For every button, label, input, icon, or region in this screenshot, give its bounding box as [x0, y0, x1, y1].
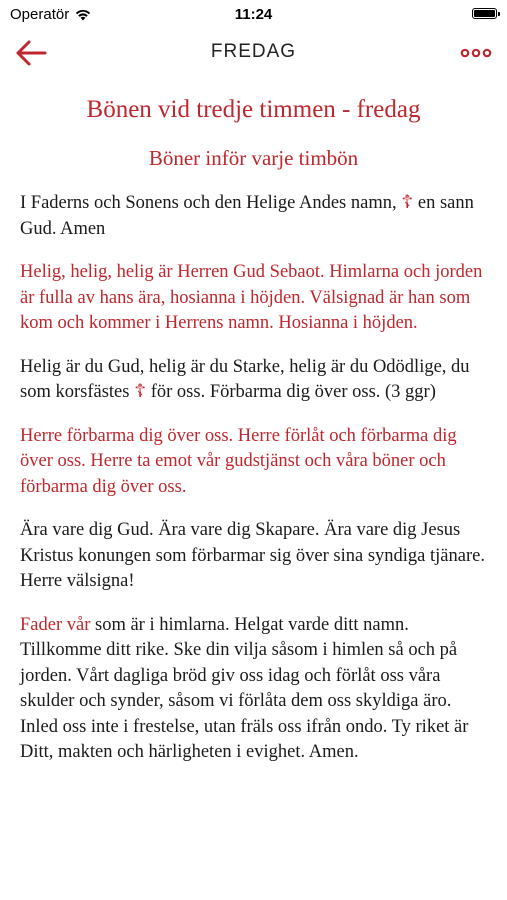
paragraph-sanctus: Helig, helig, helig är Herren Gud Sebaot. Himlarna och jorden är fulla av hans ära, hosianna i höjden. Välsignad är han som kom och kommer i Herrens namn. Hosianna i höjden.: [20, 262, 483, 333]
navigation-bar: [0, 30, 507, 76]
page-title: FREDAG: [210, 41, 297, 62]
prayer-content: [20, 90, 487, 766]
carrier-label: Operatör: [10, 6, 70, 23]
lords-prayer-text: som är i himlarna. Helgat varde ditt namn. Tillkomme ditt rike. Ske din vilja såsom i himlen så och på jorden. Vårt dagliga bröd giv oss idag och förlåt oss våra skulder och synder, såsom vi förlåta dem oss skyldiga äro. Inled oss inte i frestelse, utan fräls oss ifrån ondo. Ty riket är Ditt, makten och härligheten i evighet. Amen.: [20, 614, 469, 762]
status-right: [472, 8, 497, 19]
trisagion-text-a: Helig är du Gud, helig är du Starke, helig är du Odödlige, du som korsfästes: [20, 356, 470, 402]
more-options-button[interactable]: [459, 40, 493, 66]
cross-icon: ☦: [401, 193, 414, 213]
invocation-text-a: I Faderns och Sonens och den Helige Andes namn,: [20, 193, 402, 213]
paragraph-gloria: Ära vare dig Gud. Ära vare dig Skapare. Ära vare dig Jesus Kristus konungen som förbarmar sig över sina syndiga tjänare. Herre välsigna!: [20, 520, 485, 591]
status-bar: [0, 0, 507, 30]
paragraph-trisagion: [20, 355, 487, 406]
paragraph-invocation: [20, 191, 487, 242]
invocation-text-b: en sann Gud. Amen: [20, 193, 474, 239]
battery-icon: [472, 8, 497, 19]
cross-icon: ☦: [134, 382, 147, 402]
status-time: 11:24: [234, 6, 273, 23]
paragraph-lords-prayer: [20, 613, 487, 766]
lords-prayer-link[interactable]: Fader vår: [20, 614, 91, 635]
prayer-subheading: Böner inför varje timbön: [148, 146, 359, 170]
prayer-heading: Bönen vid tredje timmen - fredag: [86, 96, 421, 123]
paragraph-kyrie: Herre förbarma dig över oss. Herre förlåt och förbarma dig över oss. Herre ta emot vår gudstjänst och våra böner och förbarma dig över oss.: [20, 425, 457, 497]
ellipsis-icon: [459, 40, 493, 66]
trisagion-text-b: för oss. Förbarma dig över oss. (3 ggr): [146, 382, 436, 402]
battery-fill: [474, 10, 495, 17]
